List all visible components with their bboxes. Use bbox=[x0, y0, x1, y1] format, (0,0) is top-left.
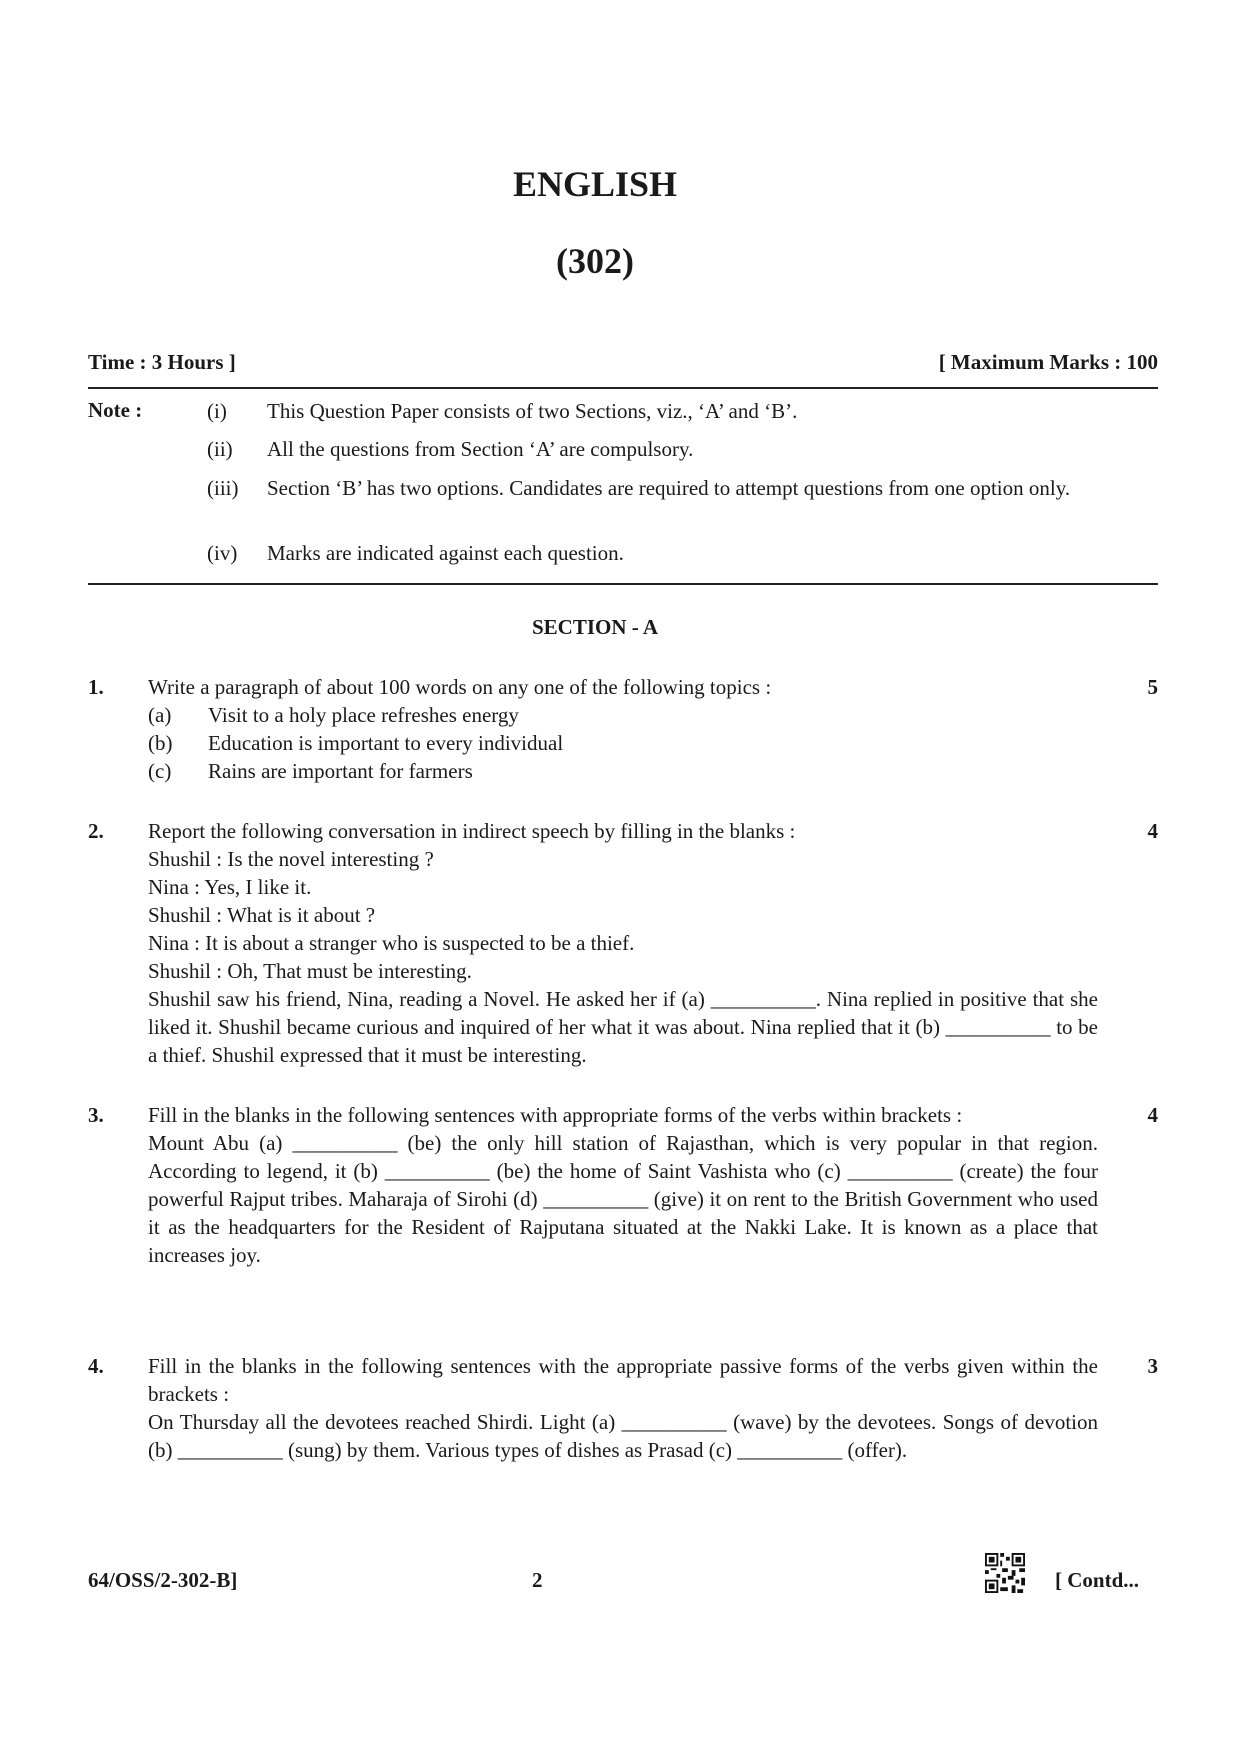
question-body bbox=[148, 1352, 1098, 1464]
question-number: 3. bbox=[88, 1103, 104, 1127]
note-number: (i) bbox=[207, 399, 227, 423]
question-marks: 3 bbox=[1147, 1354, 1158, 1378]
note-number: (ii) bbox=[207, 437, 233, 461]
question-number: 1. bbox=[88, 675, 104, 699]
subject-title: ENGLISH bbox=[512, 164, 678, 204]
option-item bbox=[148, 757, 1098, 785]
question-number: 2. bbox=[88, 819, 104, 843]
subject-code: (302) bbox=[556, 241, 634, 281]
question-marks: 5 bbox=[1147, 675, 1158, 699]
option-text: Visit to a holy place refreshes energy bbox=[208, 703, 519, 727]
question-passage: Mount Abu (a) __________ (be) the only hill station of Rajasthan, which is very popular in that region. According to legend, it (b) __________ (be) the home of Saint Vashista who (c) __________ (create) the four powerful Rajput tribes. Maharaja of Sirohi (d) __________ (give) it on rent to the British Government who used it as the headquarters for the Resident of Rajputana situated at the Nakki Lake. It is known as a place that increases joy. bbox=[148, 1131, 1098, 1267]
dialogue-line: Shushil : Oh, That must be interesting. bbox=[148, 959, 472, 983]
note-text: All the questions from Section ‘A’ are compulsory. bbox=[267, 437, 694, 461]
option-text: Education is important to every individual bbox=[208, 731, 564, 755]
note-text: Section ‘B’ has two options. Candidates are required to attempt questions from one option only. bbox=[267, 476, 1071, 500]
option-label: (c) bbox=[148, 759, 172, 783]
time-allowed: Time : 3 Hours ] bbox=[88, 350, 236, 374]
dialogue-line: Nina : It is about a stranger who is suspected to be a thief. bbox=[148, 931, 635, 955]
question-marks: 4 bbox=[1147, 1103, 1158, 1127]
dialogue-line: Nina : Yes, I like it. bbox=[148, 875, 312, 899]
question-number: 4. bbox=[88, 1354, 104, 1378]
question-passage: Shushil saw his friend, Nina, reading a Novel. He asked her if (a) __________. Nina replied in positive that she liked it. Shushil became curious and inquired of her what it was about. Nina replied that it (b) __________ to be a thief. Shushil expressed that it must be interesting. bbox=[148, 987, 1098, 1067]
section-title: SECTION - A bbox=[531, 615, 659, 639]
option-text: Rains are important for farmers bbox=[208, 759, 473, 783]
dialogue-line: Shushil : Is the novel interesting ? bbox=[148, 847, 434, 871]
question-stem: Report the following conversation in indirect speech by filling in the blanks : bbox=[148, 819, 796, 843]
dialogue-line: Shushil : What is it about ? bbox=[148, 903, 376, 927]
question-body bbox=[148, 673, 1098, 785]
question-stem: Fill in the blanks in the following sentences with the appropriate passive forms of the verbs given within the brackets : bbox=[148, 1354, 1098, 1406]
question-stem: Fill in the blanks in the following sentences with appropriate forms of the verbs within brackets : bbox=[148, 1103, 963, 1127]
continued-label: [ Contd... bbox=[1055, 1568, 1140, 1592]
paper-code: 64/OSS/2-302-B] bbox=[88, 1568, 238, 1592]
option-item bbox=[148, 701, 1098, 729]
note-number: (iii) bbox=[207, 476, 239, 500]
question-passage: On Thursday all the devotees reached Shirdi. Light (a) __________ (wave) by the devotees. Songs of devotion (b) __________ (sung) by them. Various types of dishes as Prasad (c) __________ (offer). bbox=[148, 1410, 1098, 1462]
option-item bbox=[148, 729, 1098, 757]
question-body bbox=[148, 1101, 1098, 1269]
divider bbox=[88, 583, 1158, 585]
maximum-marks: [ Maximum Marks : 100 bbox=[938, 350, 1158, 374]
question-body bbox=[148, 817, 1098, 1069]
question-stem: Write a paragraph of about 100 words on any one of the following topics : bbox=[148, 675, 772, 699]
note-text: This Question Paper consists of two Sections, viz., ‘A’ and ‘B’. bbox=[267, 399, 798, 423]
qr-code-icon bbox=[985, 1553, 1025, 1593]
note-number: (iv) bbox=[207, 541, 238, 565]
question-marks: 4 bbox=[1147, 819, 1158, 843]
option-label: (b) bbox=[148, 731, 173, 755]
page-number: 2 bbox=[532, 1568, 543, 1592]
note-text: Marks are indicated against each question. bbox=[267, 541, 624, 565]
note-label: Note : bbox=[88, 398, 143, 422]
divider bbox=[88, 387, 1158, 389]
option-label: (a) bbox=[148, 703, 172, 727]
